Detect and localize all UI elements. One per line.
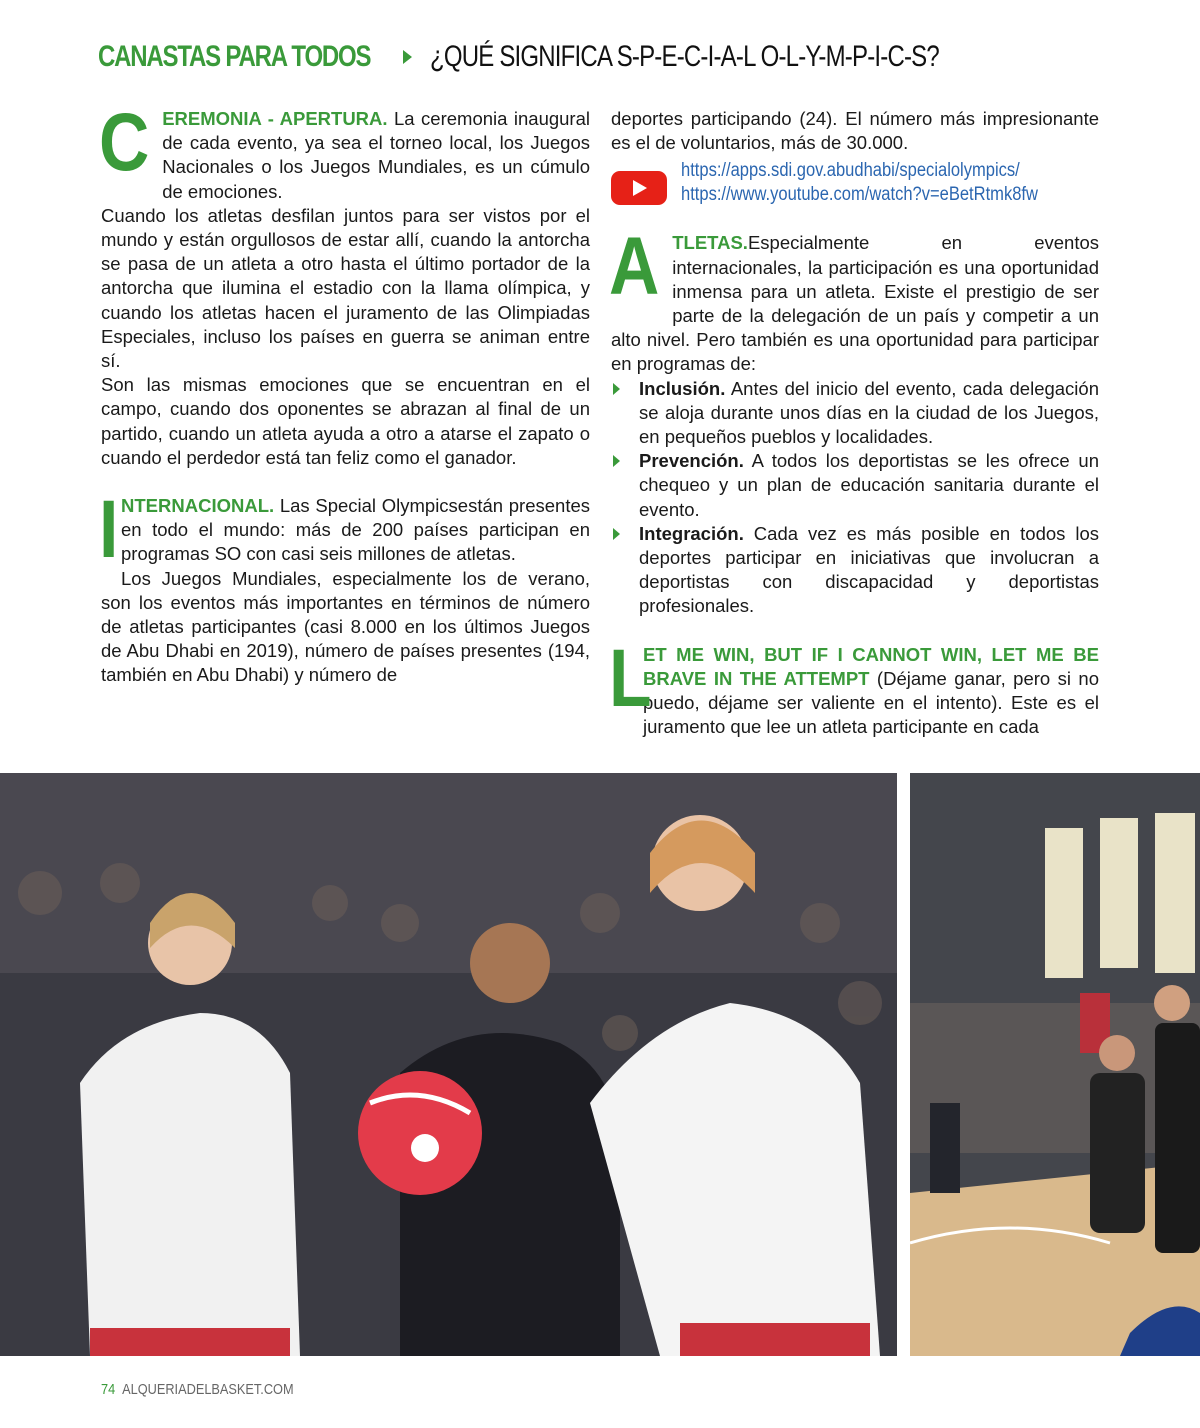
paragraph-text: La ceremonia inaugural de cada evento, ya sea el torneo local, los Juegos Nacionales o los Juegos Mundiales, es un cúmulo de emociones. (162, 108, 590, 202)
dropcap: A (609, 221, 660, 313)
paragraph: Cuando los atletas desfilan juntos para ser vistos por el mundo y están orgullosos de estar allí, cuando la antorcha se pasa de un atleta a otro hasta el último portador de la antorcha que ilumina el estadio con la llama olímpica, y cuando los atletas hacen el juramento de las Olimpiadas Especiales, incluso los países en guerra se animan entre sí. (101, 204, 590, 372)
section-lead: EREMONIA - APERTURA. (162, 108, 388, 129)
dropcap: I (99, 484, 119, 576)
list-item (639, 377, 1099, 450)
text-column-right (611, 107, 1099, 739)
bullet-text: A todos los deportistas se les ofrece un chequeo y un plan de educación sanitaria durante el evento. (639, 450, 1099, 520)
section-atletas (609, 221, 1099, 376)
page-footer (101, 1381, 294, 1398)
photo-court-players (910, 773, 1200, 1356)
bullet-text: Antes del inicio del evento, cada delegación se aloja durante unos días en la ciudad de los Juegos, en pequeños pueblos y localidades. (639, 377, 1099, 448)
youtube-icon[interactable] (611, 171, 667, 205)
link-abudhabi[interactable]: https://apps.sdi.gov.abudhabi/specialolympics/ (681, 160, 1020, 182)
arrow-right-icon (403, 50, 412, 64)
bullet-term: Integración. (639, 522, 744, 544)
photo-illustration (0, 773, 897, 1356)
section-ceremonia (99, 97, 590, 204)
section-internacional (99, 484, 590, 576)
paragraph-text: (Déjame ganar, pero si no puedo, déjame ser valiente en el intento). Este es el juramento que lee un atleta participante en cada (643, 667, 1099, 738)
page-header (98, 40, 1158, 82)
video-links (611, 159, 1099, 209)
paragraph: Los Juegos Mundiales, especialmente los de verano, son los eventos más importantes en términos de número de atletas participantes (casi 8.000 en los últimos Juegos de Abu Dhabi en 2019), número de países presentes (194, también en Abu Dhabi) y número de (101, 567, 590, 686)
text-column-left (99, 97, 590, 688)
section-lead: TLETAS. (672, 232, 748, 254)
dropcap: C (99, 97, 150, 188)
paragraph: deportes participando (24). El número más impresionante es el de voluntarios, más de 30.000. (611, 108, 1099, 154)
site-name: ALQUERIADELBASKET.COM (122, 1381, 294, 1398)
dropcap: L (609, 632, 652, 724)
page-title: ¿QUÉ SIGNIFICA S-P-E-C-I-A-L O-L-Y-M-P-I-C-S? (430, 40, 940, 73)
section-title: CANASTAS PARA TODOS (98, 40, 371, 73)
bullet-term: Inclusión. (639, 377, 726, 399)
photo-illustration (910, 773, 1200, 1356)
list-item (639, 449, 1099, 522)
paragraph-text: Las Special Olympicsestán presentes en todo el mundo: más de 200 países participan en programas SO con casi seis millones de atletas. (121, 495, 590, 565)
section-lead: NTERNACIONAL. (121, 495, 275, 517)
list-item (639, 522, 1099, 619)
link-youtube[interactable]: https://www.youtube.com/watch?v=eBetRtmk8fw (681, 184, 1038, 206)
page-number: 74 (101, 1381, 116, 1398)
section-oath (609, 632, 1099, 740)
bullet-term: Prevención. (639, 450, 744, 472)
paragraph-text: Especialmente en eventos internacionales, la participación es una oportunidad inmensa para un atleta. Existe el prestigio de ser parte de la delegación de un país y competir a un alto nivel. Pero también es una oportunidad para participar en programas de: (611, 232, 1099, 375)
section-lead: ET ME WIN, BUT IF I CANNOT WIN, LET ME BE BRAVE IN THE ATTEMPT (643, 643, 1099, 689)
bullet-text: Cada vez es más posible en todos los deportes participar en iniciativas que involucran a deportistas con discapacidad y deportistas profesionales. (639, 522, 1099, 617)
paragraph: Son las mismas emociones que se encuentran en el campo, cuando dos oponentes se abrazan al final de un partido, cuando un atleta ayuda a otro a atarse el zapato o cuando el perdedor está tan feliz como el ganador. (101, 374, 590, 468)
photo-players-ball (0, 773, 897, 1356)
bullet-list (611, 377, 1099, 619)
